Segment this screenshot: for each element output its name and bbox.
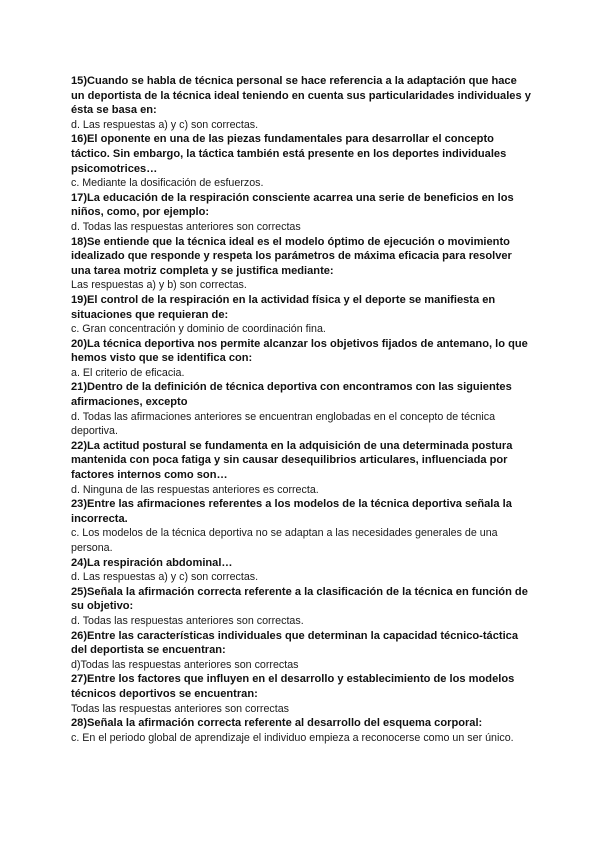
question-text: 17)La educación de la respiración consciente acarrea una serie de beneficios en los niños, como, por ejemplo: bbox=[71, 191, 514, 219]
question-item-25 bbox=[71, 585, 531, 629]
answer-text: Todas las respuestas anteriores son correctas bbox=[71, 702, 290, 715]
answer-text: d. Las respuestas a) y c) son correctas. bbox=[71, 118, 259, 131]
question-item-21 bbox=[71, 380, 531, 438]
question-text: 27)Entre los factores que influyen en el desarrollo y establecimiento de los modelos técnicos deportivos se encuentran: bbox=[71, 673, 515, 700]
question-item-17 bbox=[71, 191, 531, 235]
question-item-24 bbox=[71, 556, 531, 585]
answer-text: d. Todas las afirmaciones anteriores se encuentran englobadas en el concepto de técnica deportiva. bbox=[71, 410, 496, 438]
question-item-22 bbox=[71, 439, 531, 497]
question-text: 25)Señala la afirmación correcta referente a la clasificación de la técnica en función de su objetivo: bbox=[71, 585, 528, 613]
answer-text: a. El criterio de eficacia. bbox=[71, 366, 185, 379]
question-text: 22)La actitud postural se fundamenta en la adquisición de una determinada postura mantenida con poca fatiga y sin causar desequilibrios articulares, influenciada por factores internos como son… bbox=[71, 439, 513, 482]
document-page bbox=[71, 74, 531, 745]
question-item-26 bbox=[71, 629, 531, 673]
question-text: 23)Entre las afirmaciones referentes a los modelos de la técnica deportiva señala la incorrecta. bbox=[71, 498, 512, 525]
question-text: 15)Cuando se habla de técnica personal se hace referencia a la adaptación que hace un deportista de la técnica ideal teniendo en cuenta sus particularidades individuales y ésta se basa en: bbox=[71, 75, 531, 117]
question-text: 20)La técnica deportiva nos permite alcanzar los objetivos fijados de antemano, lo que hemos visto que se identifica con: bbox=[71, 337, 528, 365]
answer-text: c. Gran concentración y dominio de coordinación fina. bbox=[71, 323, 326, 336]
question-item-16 bbox=[71, 132, 531, 190]
question-text: 21)Dentro de la definición de técnica deportiva con encontramos con las siguientes afirmaciones, excepto bbox=[71, 381, 512, 409]
question-text: 16)El oponente en una de las piezas fundamentales para desarrollar el concepto táctico. Sin embargo, la táctica también está presente en los deportes individuales psicomotrices… bbox=[71, 133, 507, 175]
answer-text: d. Todas las respuestas anteriores son correctas bbox=[71, 220, 301, 233]
question-item-27 bbox=[71, 672, 531, 716]
answer-text: c. En el periodo global de aprendizaje el individuo empieza a reconocerse como un ser único. bbox=[71, 731, 514, 744]
question-text: 19)El control de la respiración en la actividad física y el deporte se manifiesta en situaciones que requieran de: bbox=[71, 293, 496, 321]
question-item-19 bbox=[71, 293, 531, 337]
question-text: 26)Entre las características individuales que determinan la capacidad técnico-táctica del deportista se encuentran: bbox=[71, 629, 519, 657]
answer-text: c. Mediante la dosificación de esfuerzos. bbox=[71, 177, 264, 190]
question-item-20 bbox=[71, 337, 531, 381]
question-text: 18)Se entiende que la técnica ideal es el modelo óptimo de ejecución o movimiento idealizado que responde y respeta los parámetros de máxima eficacia para resolver una tarea motriz completa y se justifica mediante: bbox=[71, 235, 512, 277]
question-item-15 bbox=[71, 74, 531, 132]
question-text: 24)La respiración abdominal… bbox=[71, 556, 233, 569]
question-item-18 bbox=[71, 235, 531, 293]
answer-text: d. Todas las respuestas anteriores son correctas. bbox=[71, 614, 304, 627]
answer-text: d. Ninguna de las respuestas anteriores es correcta. bbox=[71, 483, 319, 496]
answer-text: d)Todas las respuestas anteriores son correctas bbox=[71, 658, 299, 671]
question-item-23 bbox=[71, 497, 531, 555]
question-text: 28)Señala la afirmación correcta referente al desarrollo del esquema corporal: bbox=[71, 717, 483, 730]
question-item-28 bbox=[71, 716, 531, 745]
answer-text: d. Las respuestas a) y c) son correctas. bbox=[71, 571, 259, 584]
answer-text: c. Los modelos de la técnica deportiva no se adaptan a las necesidades generales de una persona. bbox=[71, 527, 498, 554]
answer-text: Las respuestas a) y b) son correctas. bbox=[71, 279, 247, 292]
